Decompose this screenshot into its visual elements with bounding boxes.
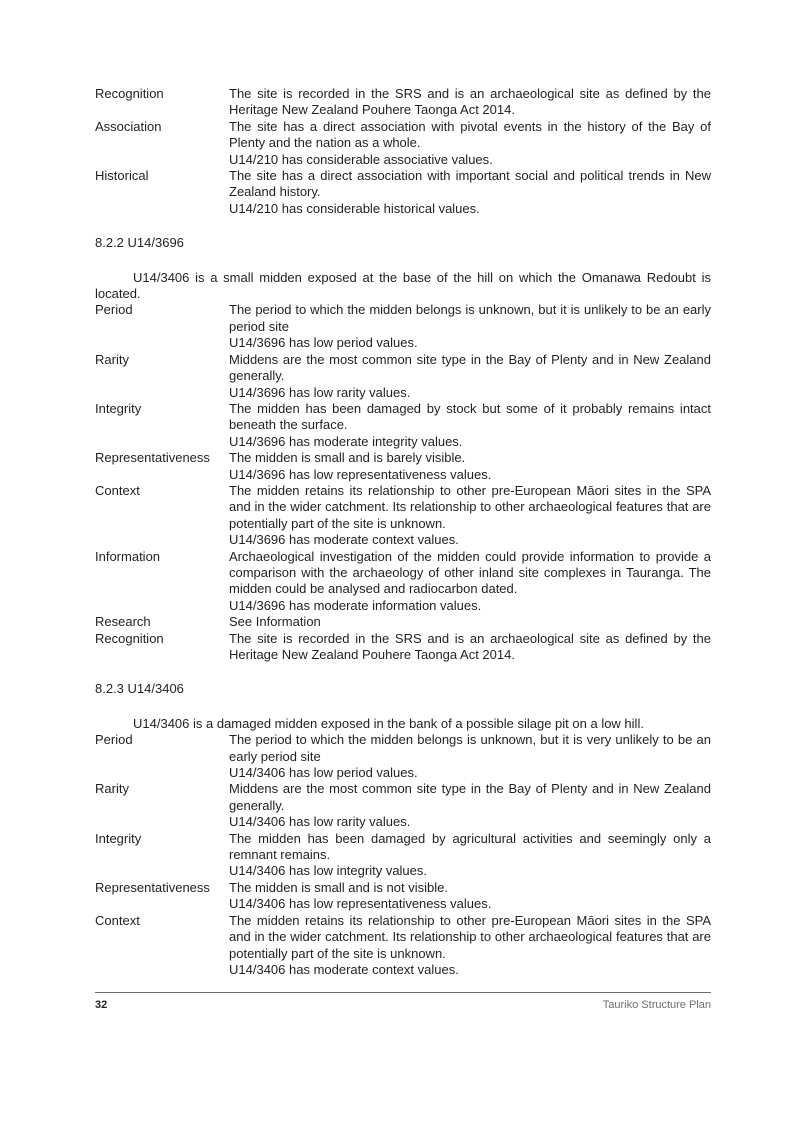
criterion-label: Context xyxy=(95,912,140,928)
criterion-text: U14/3406 has low period values. xyxy=(229,765,418,781)
criterion-text: The site has a direct association with pivotal events in the history of the Bay of Plenty and the nation as a whole. xyxy=(229,118,711,151)
criterion-row xyxy=(95,732,711,781)
criterion-text: U14/3696 has moderate context values. xyxy=(229,532,459,548)
criterion-label: Context xyxy=(95,482,140,498)
criterion-label: Association xyxy=(95,118,162,134)
criterion-description xyxy=(229,86,711,119)
criterion-row xyxy=(95,450,711,483)
criterion-text: The midden retains its relationship to other pre-European Māori sites in the SPA and in the wider catchment. Its relationship to other archaeological features that are potentially part of the site is unknown. xyxy=(229,482,711,531)
criterion-description xyxy=(229,401,711,450)
criterion-row xyxy=(95,168,711,217)
criterion-description xyxy=(229,781,711,830)
criterion-description xyxy=(229,831,711,880)
criterion-text: U14/3696 has low rarity values. xyxy=(229,384,411,400)
criterion-label: Period xyxy=(95,732,133,748)
criterion-text: U14/3696 has moderate information values. xyxy=(229,597,482,613)
criterion-label: Rarity xyxy=(95,781,129,797)
criterion-text: The period to which the midden belongs is unknown, but it is unlikely to be an early period site xyxy=(229,302,711,334)
criterion-label: Integrity xyxy=(95,830,142,846)
criterion-row xyxy=(95,119,711,168)
criterion-text: The midden retains its relationship to other pre-European Māori sites in the SPA and in the wider catchment. Its relationship to other archaeological features that are potentially part of the site is unknown. xyxy=(229,912,711,961)
criterion-text: The midden is small and is barely visible. xyxy=(229,450,466,466)
criterion-text: Archaeological investigation of the midden could provide information to provide a comparison with the archaeology of other inland site complexes in Tauranga. The midden could be analysed and radiocarbon dated. xyxy=(229,548,711,597)
criterion-description xyxy=(229,352,711,401)
criterion-row xyxy=(95,549,711,615)
criterion-label: Rarity xyxy=(95,351,129,367)
criterion-description xyxy=(229,631,711,664)
section-heading-u14-3406: 8.2.3 U14/3406 xyxy=(95,681,184,697)
criterion-text: See Information xyxy=(229,614,321,630)
criterion-row xyxy=(95,302,711,351)
criterion-description xyxy=(229,614,711,630)
criterion-row xyxy=(95,781,711,830)
criterion-label: Period xyxy=(95,302,133,318)
page-number: 32 xyxy=(95,999,108,1011)
criterion-text: Middens are the most common site type in the Bay of Plenty and in New Zealand generally. xyxy=(229,351,711,384)
criterion-text: U14/210 has considerable historical values. xyxy=(229,200,480,216)
criterion-text: U14/3406 has low integrity values. xyxy=(229,863,428,879)
criterion-label: Information xyxy=(95,548,161,564)
criterion-label: Integrity xyxy=(95,400,142,416)
criterion-description xyxy=(229,450,711,483)
section-heading-u14-3696: 8.2.2 U14/3696 xyxy=(95,235,184,251)
criterion-description xyxy=(229,119,711,168)
criterion-label: Representativeness xyxy=(95,450,210,466)
criterion-text: The midden has been damaged by stock but some of it probably remains intact beneath the surface. xyxy=(229,400,711,433)
criterion-label: Research xyxy=(95,614,151,630)
criterion-text: U14/3696 has low representativeness values. xyxy=(229,466,492,482)
criterion-label: Historical xyxy=(95,168,149,184)
criterion-description xyxy=(229,732,711,781)
section-u14-210-values xyxy=(95,86,711,217)
criterion-text: The site is recorded in the SRS and is an archaeological site as defined by the Heritage New Zealand Pouhere Taonga Act 2014. xyxy=(229,86,711,118)
criterion-row xyxy=(95,880,711,913)
criterion-description xyxy=(229,302,711,351)
criterion-row xyxy=(95,86,711,119)
criterion-row xyxy=(95,483,711,549)
section-u14-3696-values xyxy=(95,302,711,663)
criterion-description xyxy=(229,483,711,549)
criterion-text: U14/3406 has low representativeness values. xyxy=(229,896,492,912)
criterion-text: U14/3406 has moderate context values. xyxy=(229,961,459,977)
criterion-row xyxy=(95,614,711,630)
criterion-row xyxy=(95,831,711,880)
criterion-row xyxy=(95,631,711,664)
criterion-description xyxy=(229,549,711,615)
criterion-description xyxy=(229,880,711,913)
criterion-text: The site is recorded in the SRS and is an archaeological site as defined by the Heritage New Zealand Pouhere Taonga Act 2014. xyxy=(229,630,711,662)
criterion-description xyxy=(229,168,711,217)
criterion-text: U14/3406 has low rarity values. xyxy=(229,814,411,830)
criterion-text: The midden is small and is not visible. xyxy=(229,879,448,895)
criterion-label: Representativeness xyxy=(95,879,210,895)
criterion-row xyxy=(95,352,711,401)
document-title: Tauriko Structure Plan xyxy=(602,999,711,1011)
criterion-text: The midden has been damaged by agricultural activities and seemingly only a remnant remains. xyxy=(229,830,711,863)
criterion-text: The site has a direct association with important social and political trends in New Zealand history. xyxy=(229,168,711,200)
criterion-text: U14/3696 has low period values. xyxy=(229,335,418,351)
criterion-row xyxy=(95,401,711,450)
criterion-description xyxy=(229,913,711,979)
section-intro-u14-3696: U14/3406 is a small midden exposed at the base of the hill on which the Omanawa Redoubt is located. xyxy=(95,269,711,302)
criterion-text: U14/3696 has moderate integrity values. xyxy=(229,433,463,449)
section-intro-u14-3406: U14/3406 is a damaged midden exposed in the bank of a possible silage pit on a low hill. xyxy=(133,715,644,731)
page-footer xyxy=(95,992,711,1011)
criterion-label: Recognition xyxy=(95,86,164,101)
criterion-label: Recognition xyxy=(95,630,164,646)
section-u14-3406-values xyxy=(95,732,711,978)
criterion-text: The period to which the midden belongs is unknown, but it is very unlikely to be an early period site xyxy=(229,732,711,764)
criterion-text: Middens are the most common site type in the Bay of Plenty and in New Zealand generally. xyxy=(229,781,711,813)
criterion-row xyxy=(95,913,711,979)
criterion-text: U14/210 has considerable associative values. xyxy=(229,151,493,167)
document-page xyxy=(95,86,711,978)
